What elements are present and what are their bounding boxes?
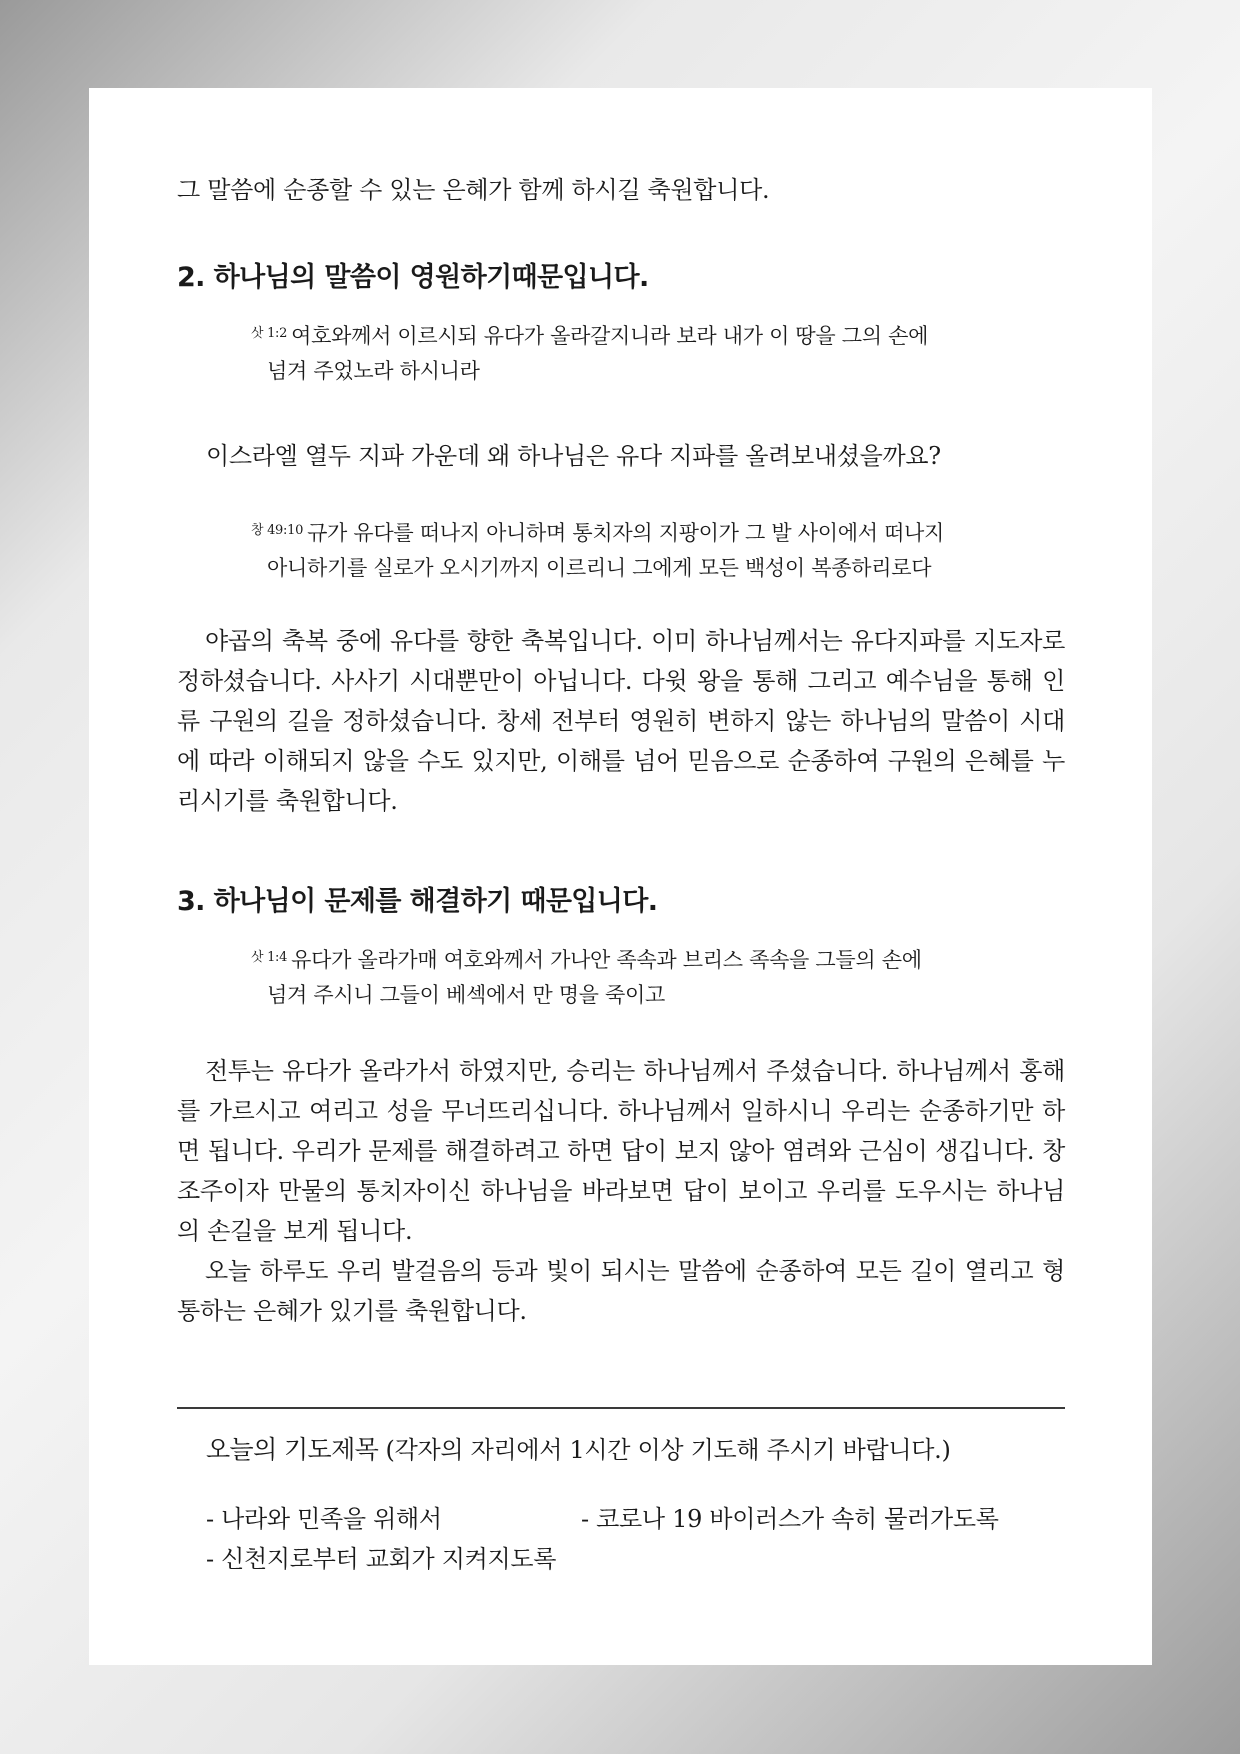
scripture-ref: 삿 1:4: [251, 950, 288, 965]
scripture-line: 규가 유다를 떠나지 아니하며 통치자의 지팡이가 그 발 사이에서 떠나지: [307, 521, 945, 545]
scripture-genesis-49-10: [251, 513, 1011, 586]
scripture-ref: 삿 1:2: [251, 326, 288, 341]
divider-line: [177, 1407, 1065, 1409]
section-3-heading: 3. 하나님이 문제를 해결하기 때문입니다.: [177, 886, 658, 917]
intro-line: 그 말씀에 순종할 수 있는 은혜가 함께 하시길 축원합니다.: [177, 176, 770, 204]
document-page: [89, 88, 1152, 1665]
scripture-judges-1-4: [251, 940, 1011, 1013]
prayer-item: - 나라와 민족을 위해서: [206, 1505, 442, 1533]
scripture-line: 넘겨 주었노라 하시니라: [267, 359, 480, 383]
scripture-judges-1-2: [251, 316, 1011, 389]
section-3-paragraph-2: 오늘 하루도 우리 발걸음의 등과 빛이 되시는 말씀에 순종하여 모든 길이 열리고 형통하는 은혜가 있기를 축원합니다.: [177, 1257, 1065, 1325]
scripture-line: 유다가 올라가매 여호와께서 가나안 족속과 브리스 족속을 그들의 손에: [291, 948, 922, 972]
section-2-paragraph: 야곱의 축복 중에 유다를 향한 축복입니다. 이미 하나님께서는 유다지파를 지도자로 정하셨습니다. 사사기 시대뿐만이 아닙니다. 다윗 왕을 통해 그리고 예수님을 통해 인류 구원의 길을 정하셨습니다. 창세 전부터 영원히 변하지 않는 하나님의 말씀이 시대에 따라 이해되지 않을 수도 있지만, 이해를 넘어 믿음으로 순종하여 구원의 은혜를 누리시기를 축원합니다.: [177, 627, 1065, 815]
prayer-heading: [206, 1432, 951, 1468]
section-2-question: 이스라엘 열두 지파 가운데 왜 하나님은 유다 지파를 올려보내셨을까요?: [206, 442, 941, 470]
prayer-item: - 코로나 19 바이러스가 속히 물러가도록: [581, 1505, 999, 1533]
prayer-item: - 신천지로부터 교회가 지켜지도록: [206, 1545, 557, 1573]
section-3-paragraph-1: 전투는 유다가 올라가서 하였지만, 승리는 하나님께서 주셨습니다. 하나님께서 홍해를 가르시고 여리고 성을 무너뜨리십니다. 하나님께서 일하시니 우리는 순종하기만 하면 됩니다. 우리가 문제를 해결하려고 하면 답이 보지 않아 염려와 근심이 생깁니다. 창조주이자 만물의 통치자이신 하나님을 바라보면 답이 보이고 우리를 도우시는 하나님의 손길을 보게 됩니다.: [177, 1057, 1065, 1245]
section-2-heading: 2. 하나님의 말씀이 영원하기때문입니다.: [177, 262, 649, 293]
scripture-ref: 창 49:10: [251, 523, 304, 538]
prayer-note: (각자의 자리에서 1시간 이상 기도해 주시기 바랍니다.): [385, 1436, 951, 1464]
prayer-title: 오늘의 기도제목: [206, 1435, 379, 1464]
scripture-line: 아니하기를 실로가 오시기까지 이르리니 그에게 모든 백성이 복종하리로다: [267, 556, 932, 580]
scripture-line: 여호와께서 이르시되 유다가 올라갈지니라 보라 내가 이 땅을 그의 손에: [291, 324, 929, 348]
scripture-line: 넘겨 주시니 그들이 베섹에서 만 명을 죽이고: [267, 983, 665, 1007]
